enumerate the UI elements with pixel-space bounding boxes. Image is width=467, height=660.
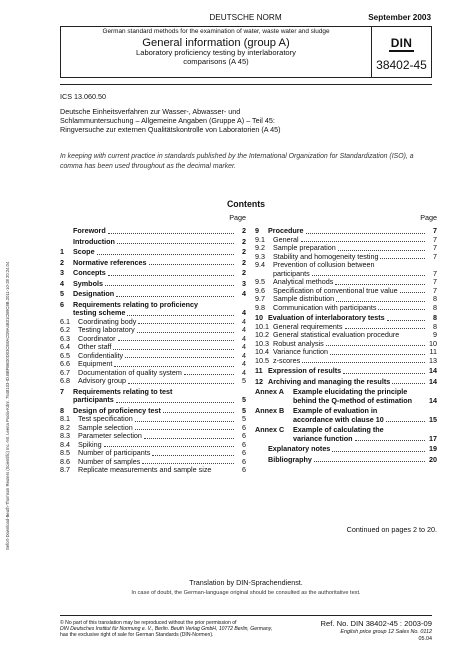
- toc-entry: [60, 248, 246, 257]
- toc-entry-number: 9.4: [255, 260, 265, 269]
- toc-leader-dots: [138, 323, 234, 324]
- toc-entry-text: Archiving and managing the results: [268, 376, 391, 386]
- toc-entry-number: 6.1: [60, 316, 70, 326]
- copyright-line: has the exclusive right of sale for German Standards (DIN-Normen).: [60, 632, 214, 639]
- toc-entry: [255, 304, 437, 313]
- toc-entry-number: 6.8: [60, 376, 70, 385]
- toc-entry-number: 10.4: [255, 347, 269, 356]
- toc-page-number: 2: [242, 257, 246, 267]
- toc-right-column: [255, 213, 437, 464]
- toc-page-number: 17: [429, 433, 437, 443]
- toc-leader-dots: [343, 373, 425, 374]
- toc-entry-number: 8.5: [60, 448, 70, 457]
- toc-entry: [60, 377, 246, 386]
- toc-leader-dots: [387, 320, 425, 321]
- series-title: German standard methods for the examination of water, waste water and sludge: [102, 28, 330, 35]
- toc-entry-title: [293, 416, 427, 425]
- toc-entry-number: 9.8: [255, 302, 265, 312]
- toc-page-number: 14: [429, 366, 437, 375]
- toc-entry-title: [268, 378, 427, 387]
- toc-entry-title: [73, 269, 236, 278]
- german-title: [60, 107, 432, 135]
- toc-entry-number: 8.3: [60, 431, 70, 440]
- toc-leader-dots: [392, 383, 425, 384]
- toc-entry-number: 10.1: [255, 321, 269, 331]
- toc-page-number: 4: [242, 350, 246, 360]
- toc-page-number: 4: [242, 359, 246, 368]
- toc-leader-dots: [125, 357, 234, 358]
- toc-leader-dots: [301, 241, 425, 242]
- toc-entry-title: [73, 280, 236, 289]
- toc-page-number: 6: [242, 465, 246, 474]
- toc-page-number: 13: [429, 355, 437, 365]
- footer: [60, 620, 432, 643]
- toc-page-number: 4: [242, 316, 246, 326]
- toc-entry-text: General: [273, 234, 299, 244]
- toc-page-number: 3: [242, 278, 246, 288]
- toc-entry-title: [73, 396, 236, 405]
- toc-entry-text: Communication with participants: [273, 302, 377, 312]
- toc-entry: [60, 259, 246, 268]
- toc-entry-text: Spiking: [78, 439, 102, 449]
- toc-entry-number: 8.4: [60, 439, 70, 449]
- toc-page-number: 8: [433, 302, 437, 312]
- toc-entry-title: [268, 367, 427, 376]
- toc-entry-title: [293, 435, 427, 444]
- toc-page-number: 11: [429, 347, 437, 356]
- toc-leader-dots: [127, 315, 234, 316]
- toc-entry-number: 11: [255, 366, 263, 375]
- contents-heading: Contents: [226, 199, 266, 209]
- toc-entry-text: Confidentiality: [78, 350, 124, 360]
- toc-entry-number: 6.2: [60, 325, 70, 334]
- toc-page-number: 7: [433, 234, 437, 244]
- toc-entry-text: Bibliography: [268, 454, 312, 464]
- toc-page-number: 5: [242, 414, 246, 423]
- toc-page-number: 6: [242, 456, 246, 466]
- divider: [60, 84, 432, 85]
- toc-page-number: 15: [429, 414, 437, 424]
- standard-number: 38402-45: [376, 58, 427, 72]
- toc-leader-dots: [144, 438, 234, 439]
- toc-entry-number: 9.2: [255, 243, 265, 252]
- toc-leader-dots: [380, 258, 425, 259]
- toc-entry-text: Analytical methods: [273, 277, 334, 286]
- toc-page-number: 7: [433, 226, 437, 235]
- toc-entry-text: Introduction: [73, 236, 115, 246]
- toc-leader-dots: [149, 264, 234, 265]
- authoritative-text-note: In case of doubt, the German-language original should be consulted as the authoritative text.: [131, 590, 361, 596]
- toc-entry: [60, 269, 246, 278]
- toc-entry-number: 8.2: [60, 422, 70, 432]
- toc-page-number: 6: [242, 431, 246, 440]
- toc-entry-text: Sample distribution: [273, 294, 335, 303]
- toc-leader-dots: [104, 446, 234, 447]
- toc-entry-number: 12: [255, 376, 263, 386]
- toc-entry-number: Annex B: [255, 406, 285, 415]
- toc-leader-dots: [306, 233, 425, 234]
- document-subtitle-1: Laboratory proficiency testing by interlaboratory: [136, 48, 296, 57]
- toc-leader-dots: [137, 332, 234, 333]
- toc-entry: [60, 238, 246, 247]
- toc-entry: [255, 445, 437, 454]
- toc-entry-number: 9: [255, 226, 259, 235]
- toc-entry-text: Example of calculating the: [293, 425, 384, 434]
- toc-leader-dots: [330, 354, 425, 355]
- toc-leader-dots: [108, 275, 234, 276]
- copyright-line: DIN Deutsches Institut für Normung e. V., Berlin. Beuth Verlag GmbH, 10772 Berlin, Germany,: [60, 626, 273, 633]
- toc-page-number: 8: [433, 313, 437, 322]
- toc-page-number: 4: [242, 289, 246, 298]
- toc-entry-text: Evaluation of interlaboratory tests: [268, 313, 385, 322]
- toc-entry-title: [78, 432, 236, 441]
- toc-entry-text: Advisory group: [78, 376, 126, 385]
- toc-entry-text: participants: [273, 268, 310, 278]
- translation-credit: Translation by DIN-Sprachendienst.: [189, 578, 303, 587]
- copyright-notice: [60, 620, 300, 643]
- toc-page-number: 7: [433, 268, 437, 278]
- toc-leader-dots: [386, 421, 425, 422]
- toc-page-number: 19: [429, 444, 437, 453]
- toc-entry-number: 2: [60, 257, 64, 267]
- toc-entry-text: behind the Q-method of estimation: [293, 395, 412, 405]
- german-title-line: Schlammuntersuchung – Allgemeine Angaben (Gruppe A) – Teil 45:: [60, 116, 275, 126]
- toc-page-number: 5: [242, 376, 246, 385]
- toc-entry-text: Expression of results: [268, 366, 342, 375]
- toc-leader-dots: [326, 345, 425, 346]
- german-title-line: Deutsche Einheitsverfahren zur Wasser-, Abwasser- und: [60, 107, 241, 116]
- toc-entry-number: 10.2: [255, 330, 269, 339]
- toc-leader-dots: [118, 340, 234, 341]
- toc-page-number: 14: [429, 376, 437, 386]
- toc-entry-title: [73, 248, 236, 257]
- toc-entry: [60, 280, 246, 289]
- toc-entry-title: [73, 227, 236, 236]
- toc-page-number: 5: [242, 395, 246, 404]
- toc-entry-number: 6: [60, 299, 64, 309]
- publication-date: September 2003: [368, 13, 431, 22]
- toc-page-number: 2: [242, 236, 246, 246]
- toc-entry-number: 8.7: [60, 465, 70, 474]
- toc-entry-text: Specification of conventional true value: [273, 285, 398, 295]
- copyright-line: © No part of this translation may be reproduced without the prior permission of: [60, 620, 237, 626]
- toc-entry-number: 6.4: [60, 342, 70, 351]
- toc-entry-text: Coordinating body: [78, 316, 137, 326]
- toc-entry-number: 7: [60, 386, 64, 396]
- document-title: General information (group A): [142, 37, 290, 49]
- toc-page-number: 7: [433, 285, 437, 295]
- toc-entry-text: General requirements: [273, 321, 343, 331]
- toc-leader-dots: [116, 402, 234, 403]
- toc-entry-continuation: [255, 416, 437, 425]
- toc-leader-dots: [117, 243, 234, 244]
- toc-entry-continuation: [60, 396, 246, 405]
- toc-entry-number: 5: [60, 289, 64, 298]
- toc-leader-dots: [338, 250, 425, 251]
- toc-entry-text: Test specification: [78, 414, 133, 423]
- page-column-label: Page: [229, 213, 246, 222]
- toc-entry-text: Sample preparation: [273, 243, 336, 252]
- toc-page-number: 5: [242, 405, 246, 415]
- toc-left-column: [60, 213, 246, 475]
- toc-entry-text: General statistical evaluation procedure: [273, 330, 400, 339]
- continued-note: Continued on pages 2 to 20.: [346, 525, 437, 534]
- toc-entry-number: 9.6: [255, 285, 265, 295]
- toc-entry-number: 8.6: [60, 456, 70, 466]
- toc-entry-text: Testing laboratory: [78, 325, 135, 334]
- toc-entry-title: [268, 456, 427, 465]
- toc-entry-text: Example of evaluation in: [293, 406, 378, 415]
- toc-leader-dots: [332, 451, 425, 452]
- title-block: [60, 26, 432, 78]
- toc-entry-text: Coordinator: [78, 333, 116, 343]
- toc-leader-dots: [163, 412, 234, 413]
- toc-entry-text: accordance with clause 10: [293, 414, 384, 424]
- toc-entry: [60, 227, 246, 236]
- toc-entry-text: testing scheme: [73, 308, 126, 317]
- toc-page-number: 4: [242, 308, 246, 317]
- top-line: [60, 13, 431, 24]
- toc-page-number: 4: [242, 325, 246, 334]
- toc-entry-title: [78, 466, 236, 475]
- toc-entry-text: Number of samples: [78, 456, 141, 466]
- toc-entry-text: Scope: [73, 247, 95, 256]
- toc-entry-text: Replicate measurements and sample size: [78, 465, 212, 474]
- toc-leader-dots: [108, 233, 234, 234]
- toc-leader-dots: [114, 366, 234, 367]
- toc-leader-dots: [378, 309, 425, 310]
- toc-entry-number: Annex C: [255, 425, 285, 434]
- toc-page-number: 2: [242, 226, 246, 235]
- toc-entry-text: Variance function: [273, 347, 329, 356]
- toc-entry-text: Requirements relating to proficiency: [73, 299, 199, 309]
- toc-entry-text: Requirements relating to test: [73, 386, 173, 396]
- toc-entry-number: Annex A: [255, 387, 284, 396]
- toc-entry: [255, 378, 437, 387]
- toc-leader-dots: [135, 429, 234, 430]
- toc-entry-number: 9.1: [255, 234, 265, 244]
- toc-leader-dots: [142, 463, 234, 464]
- toc-page-number: 7: [433, 243, 437, 252]
- toc-page-number: 10: [429, 338, 437, 348]
- toc-entry-number: 10: [255, 313, 263, 322]
- toc-page-number: 14: [429, 395, 437, 405]
- toc-entry: [60, 466, 246, 475]
- toc-page-number: 7: [433, 277, 437, 286]
- toc-entry-text: variance function: [293, 433, 353, 443]
- toc-leader-dots: [116, 296, 234, 297]
- toc-leader-dots: [355, 440, 425, 441]
- standard-type: DEUTSCHE NORM: [209, 13, 282, 22]
- toc-entry-number: 4: [60, 278, 64, 288]
- toc-entry-number: 6.3: [60, 333, 70, 343]
- toc-leader-dots: [335, 284, 425, 285]
- toc-entry: [60, 290, 246, 299]
- toc-entry-text: Explanatory notes: [268, 444, 331, 453]
- toc-entry-continuation: [255, 397, 437, 406]
- toc-entry-text: Normative references: [73, 257, 147, 267]
- toc-entry-title: [73, 238, 236, 247]
- toc-leader-dots: [128, 383, 234, 384]
- toc-entry-number: 6.6: [60, 359, 70, 368]
- toc-entry-title: [273, 357, 427, 366]
- toc-entry-title: [78, 377, 236, 386]
- footer-divider: [60, 615, 432, 616]
- toc-entry-text: Robust analysis: [273, 338, 324, 348]
- toc-leader-dots: [113, 349, 234, 350]
- price-group: English price group 12 Sales No. 0112: [340, 628, 432, 635]
- download-watermark: Sefort-Download-Beuth-Thomson Reuters (Scientific) Inc.-Mr. Leena Poola-Kdnr. 7548103-ID.BBFB6D0D03CE8ACD9A4B31CB9C8B.2011-10-28 20:24:04: [5, 261, 10, 550]
- toc-entry-text: Sample selection: [78, 422, 133, 432]
- toc-page-number: 7: [433, 251, 437, 261]
- document-subtitle-2: comparisons (A 45): [183, 56, 249, 66]
- toc-page-number: 20: [429, 454, 437, 464]
- reference-block: [321, 620, 432, 643]
- toc-entry-text: Concepts: [73, 268, 106, 277]
- toc-entry-number: 3: [60, 268, 64, 277]
- toc-entry-title: [73, 259, 236, 268]
- toc-page-number: 6: [242, 422, 246, 432]
- toc-entry-text: participants: [73, 395, 114, 404]
- toc-page-number: 9: [433, 330, 437, 339]
- ics-code: ICS 13.060.50: [60, 92, 106, 101]
- page-column-label: Page: [420, 213, 437, 222]
- toc-page-number: 8: [433, 321, 437, 331]
- toc-page-number: 4: [242, 333, 246, 343]
- toc-page-number: 2: [242, 268, 246, 277]
- toc-leader-dots: [105, 285, 234, 286]
- toc-entry-number: 10.5: [255, 355, 269, 365]
- edition-code: 05.04: [418, 635, 432, 642]
- toc-entry-title: [73, 290, 236, 299]
- toc-entry-number: 10.3: [255, 338, 269, 348]
- toc-leader-dots: [135, 421, 234, 422]
- toc-entry-title: [293, 397, 427, 406]
- toc-entry-text: Other staff: [78, 342, 112, 351]
- toc-entry-title: [273, 304, 427, 313]
- toc-leader-dots: [184, 374, 234, 375]
- decimal-marker-note: In keeping with current practice in standards published by the International Organization for Standardization (ISO), a comma has been used throughout as the decimal marker.: [60, 153, 414, 170]
- toc-page-number: 6: [242, 439, 246, 449]
- toc-entry: [255, 357, 437, 366]
- toc-leader-dots: [314, 461, 425, 462]
- toc-leader-dots: [312, 275, 425, 276]
- toc-leader-dots: [400, 292, 425, 293]
- toc-leader-dots: [345, 328, 425, 329]
- toc-entry: [255, 456, 437, 465]
- title-area: [61, 27, 371, 77]
- toc-entry-number: 9.3: [255, 251, 265, 261]
- toc-entry-continuation: [255, 435, 437, 444]
- toc-entry-number: 6.7: [60, 367, 70, 377]
- german-title-line: Ringversuche zur externen Qualitätskontrolle von Laboratorien (A 45): [60, 125, 281, 135]
- toc-entry-number: 8: [60, 405, 64, 415]
- toc-entry-number: 6.5: [60, 350, 70, 360]
- toc-page-number: 4: [242, 367, 246, 377]
- toc-entry-text: z-scores: [273, 355, 301, 365]
- toc-leader-dots: [97, 254, 234, 255]
- toc-entry-text: Parameter selection: [78, 431, 142, 440]
- toc-entry-text: Symbols: [73, 278, 103, 288]
- toc-entry: [255, 367, 437, 376]
- toc-entry-text: Prevention of collusion between: [273, 260, 375, 269]
- reference-number: Ref. No. DIN 38402-45 : 2003-09: [320, 619, 432, 628]
- toc-leader-dots: [302, 362, 425, 363]
- toc-leader-dots: [152, 455, 234, 456]
- toc-page-number: 4: [242, 342, 246, 351]
- toc-page-number: 8: [433, 294, 437, 303]
- toc-entry-text: Equipment: [78, 359, 113, 368]
- toc-entry-text: Design of proficiency test: [73, 405, 161, 415]
- toc-leader-dots: [336, 301, 425, 302]
- toc-page-number: 6: [242, 448, 246, 457]
- toc-entry-text: Example elucidating the principle: [293, 387, 408, 396]
- toc-entry-title: [268, 445, 427, 454]
- din-logo: DIN: [390, 36, 413, 50]
- standard-id-box: [371, 27, 431, 77]
- toc-entry-text: Foreword: [73, 226, 106, 235]
- toc-entry-text: Designation: [73, 289, 115, 298]
- toc-entry-text: Documentation of quality system: [78, 367, 182, 377]
- toc-entry-number: 1: [60, 247, 64, 256]
- toc-entry-number: 9.7: [255, 294, 265, 303]
- toc-entry-number: 9.5: [255, 277, 265, 286]
- toc-page-number: 2: [242, 247, 246, 256]
- toc-entry-number: 8.1: [60, 414, 70, 423]
- toc-entry-text: Stability and homogeneity testing: [273, 251, 379, 261]
- toc-entry-text: Number of participants: [78, 448, 151, 457]
- toc-entry-text: Procedure: [268, 226, 304, 235]
